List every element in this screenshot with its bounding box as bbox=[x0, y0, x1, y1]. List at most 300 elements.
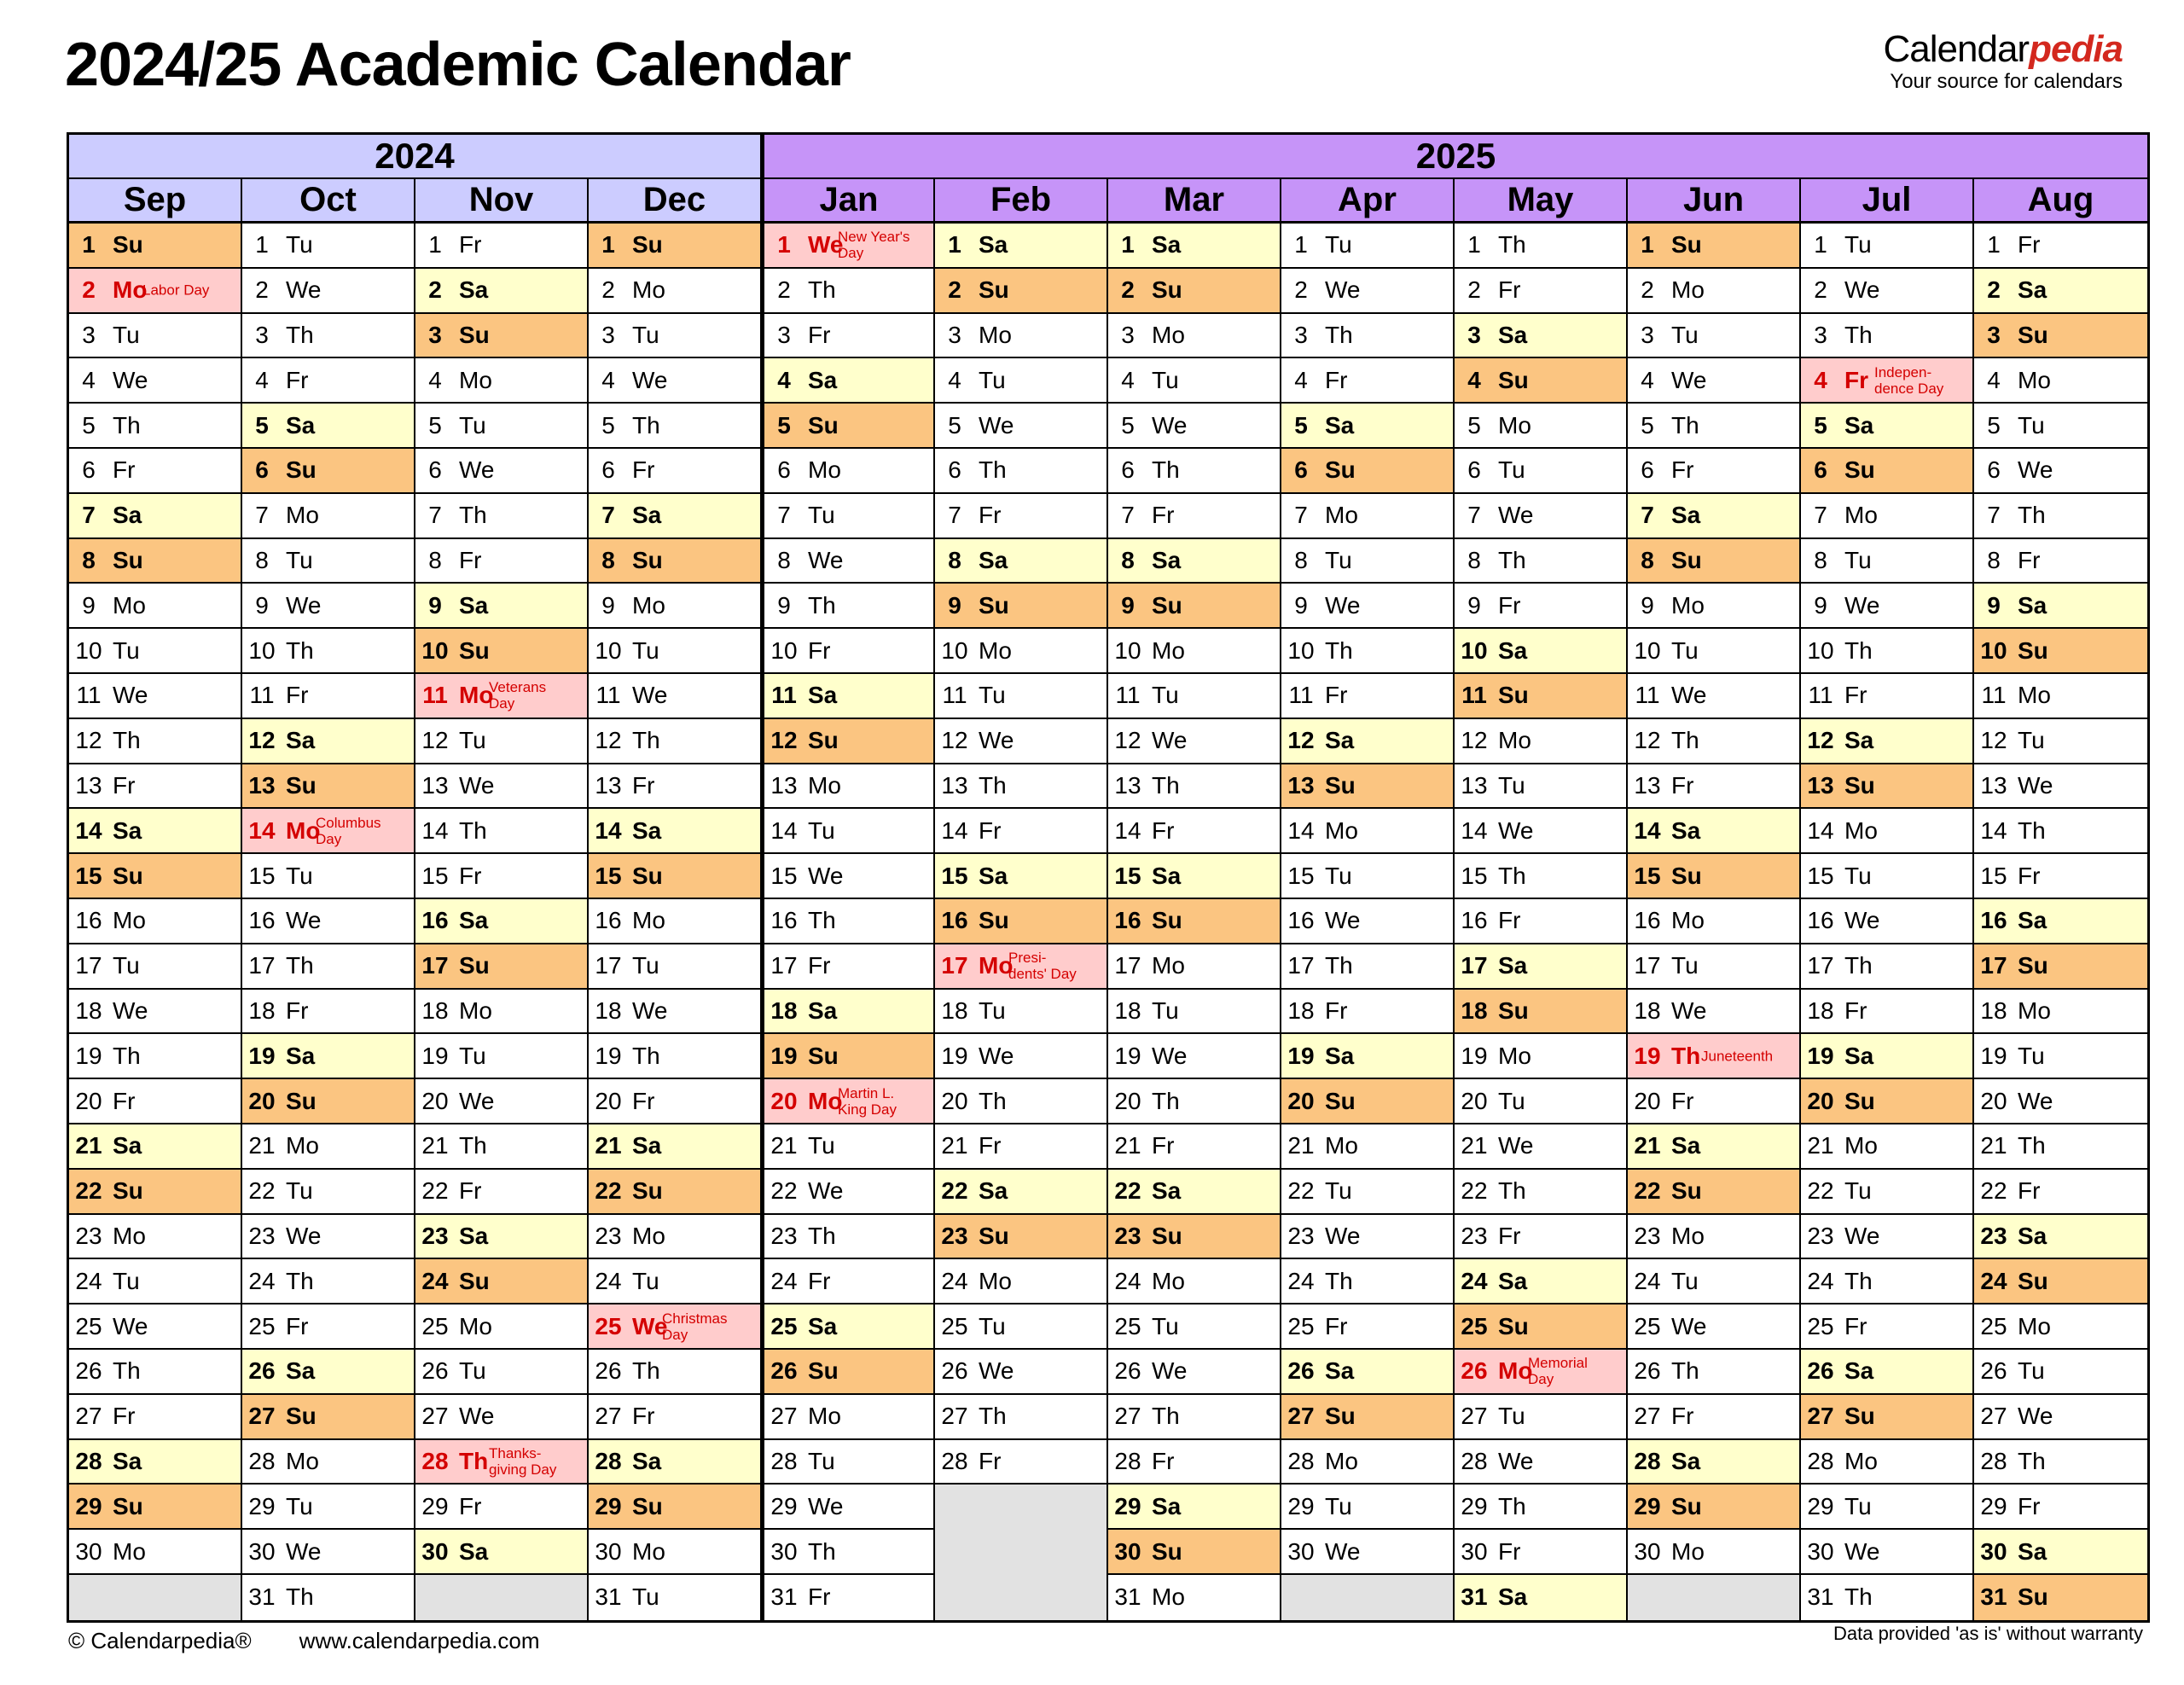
day-number: 4 bbox=[601, 366, 615, 393]
weekday-abbr: Th bbox=[1844, 636, 1873, 664]
day-number: 24 bbox=[595, 1267, 622, 1294]
holiday-label: Labor Day bbox=[142, 282, 210, 299]
day-number: 24 bbox=[75, 1267, 102, 1294]
day-number: 14 bbox=[770, 816, 798, 844]
day-number: 17 bbox=[595, 952, 622, 979]
weekday-abbr: Mo bbox=[979, 636, 1012, 664]
weekday-abbr: Th bbox=[1671, 1042, 1701, 1069]
day-cell-may-29 bbox=[1455, 1485, 1628, 1530]
weekday-abbr: We bbox=[1498, 1132, 1534, 1159]
day-cell-jul-24 bbox=[1801, 1259, 1974, 1304]
day-cell-jun-3 bbox=[1628, 314, 1801, 359]
weekday-abbr: Sa bbox=[979, 1177, 1008, 1205]
day-cell-jul-17 bbox=[1801, 944, 1974, 990]
day-cell-jun-15 bbox=[1628, 854, 1801, 899]
day-number: 14 bbox=[595, 816, 622, 844]
day-cell-aug-20 bbox=[1974, 1079, 2147, 1124]
weekday-abbr: Mo bbox=[808, 1403, 841, 1430]
day-cell-jun-21 bbox=[1628, 1124, 1801, 1170]
weekday-abbr: We bbox=[1498, 816, 1534, 844]
weekday-abbr: Fr bbox=[113, 1087, 136, 1114]
weekday-abbr: Fr bbox=[1498, 1537, 1521, 1565]
weekday-abbr: Sa bbox=[1152, 231, 1182, 259]
weekday-abbr: Sa bbox=[459, 1537, 489, 1565]
day-number: 28 bbox=[75, 1447, 102, 1474]
day-number: 13 bbox=[1980, 771, 2007, 799]
weekday-abbr: Fr bbox=[459, 1177, 482, 1205]
day-number: 25 bbox=[1807, 1312, 1834, 1339]
day-cell-nov-21 bbox=[415, 1124, 589, 1170]
day-cell-nov-4 bbox=[415, 358, 589, 404]
holiday-label: Christmas Day bbox=[662, 1310, 728, 1343]
day-number: 29 bbox=[1634, 1492, 1661, 1519]
day-number: 24 bbox=[941, 1267, 968, 1294]
day-number: 12 bbox=[421, 727, 449, 754]
weekday-abbr: Tu bbox=[808, 1447, 835, 1474]
day-cell-aug-3 bbox=[1974, 314, 2147, 359]
day-cell-jan-31 bbox=[762, 1575, 935, 1620]
day-cell-feb-15 bbox=[935, 854, 1108, 899]
weekday-abbr: Th bbox=[1844, 1267, 1873, 1294]
day-number: 31 bbox=[1114, 1583, 1141, 1611]
day-cell-aug-27 bbox=[1974, 1395, 2147, 1440]
weekday-abbr: Fr bbox=[459, 862, 482, 889]
weekday-abbr: Su bbox=[1671, 1492, 1702, 1519]
day-number: 22 bbox=[421, 1177, 449, 1205]
day-number: 20 bbox=[248, 1087, 276, 1114]
weekday-abbr: Fr bbox=[1671, 1087, 1694, 1114]
weekday-abbr: Fr bbox=[1152, 816, 1175, 844]
day-cell-jan-22 bbox=[762, 1170, 935, 1215]
day-number: 6 bbox=[1641, 456, 1654, 484]
weekday-abbr: Mo bbox=[1671, 591, 1705, 619]
day-number: 14 bbox=[1980, 816, 2007, 844]
day-number: 12 bbox=[770, 727, 798, 754]
empty-cell-apr-31 bbox=[1281, 1575, 1455, 1620]
day-cell-mar-2 bbox=[1108, 269, 1281, 314]
day-cell-sep-10 bbox=[69, 629, 242, 674]
day-number: 8 bbox=[948, 546, 961, 573]
weekday-abbr: We bbox=[1152, 1357, 1188, 1385]
day-cell-oct-8 bbox=[242, 539, 415, 584]
day-cell-apr-5 bbox=[1281, 404, 1455, 449]
day-number: 4 bbox=[1987, 366, 2001, 393]
weekday-abbr: Tu bbox=[113, 321, 140, 348]
calendar-grid bbox=[67, 132, 2150, 1623]
day-number: 24 bbox=[1807, 1267, 1834, 1294]
day-number: 22 bbox=[1461, 1177, 1488, 1205]
day-cell-sep-21 bbox=[69, 1124, 242, 1170]
weekday-abbr: Fr bbox=[1152, 1447, 1175, 1474]
weekday-abbr: We bbox=[808, 546, 844, 573]
day-cell-jul-26 bbox=[1801, 1350, 1974, 1395]
day-cell-dec-27 bbox=[589, 1395, 762, 1440]
day-cell-sep-11 bbox=[69, 674, 242, 719]
holiday-label: Martin L. King Day bbox=[838, 1084, 897, 1118]
day-cell-sep-6 bbox=[69, 449, 242, 494]
day-cell-may-13 bbox=[1455, 764, 1628, 810]
day-cell-mar-6 bbox=[1108, 449, 1281, 494]
day-cell-jan-12 bbox=[762, 719, 935, 764]
day-number: 12 bbox=[75, 727, 102, 754]
weekday-abbr: We bbox=[1844, 907, 1880, 934]
weekday-abbr: Th bbox=[632, 727, 660, 754]
day-cell-jan-3 bbox=[762, 314, 935, 359]
weekday-abbr: Th bbox=[1498, 231, 1526, 259]
weekday-abbr: Fr bbox=[808, 1583, 831, 1611]
day-number: 26 bbox=[1114, 1357, 1141, 1385]
day-cell-jun-20 bbox=[1628, 1079, 1801, 1124]
weekday-abbr: Th bbox=[1844, 952, 1873, 979]
weekday-abbr: Th bbox=[1152, 1403, 1180, 1430]
weekday-abbr: Mo bbox=[808, 1087, 843, 1114]
day-cell-jan-7 bbox=[762, 494, 935, 539]
weekday-abbr: Fr bbox=[1498, 907, 1521, 934]
weekday-abbr: Fr bbox=[2018, 1492, 2041, 1519]
month-header-apr: Apr bbox=[1281, 179, 1455, 224]
day-number: 19 bbox=[75, 1042, 102, 1069]
day-cell-feb-20 bbox=[935, 1079, 1108, 1124]
day-number: 27 bbox=[1114, 1403, 1141, 1430]
day-number: 1 bbox=[428, 231, 442, 259]
day-number: 20 bbox=[941, 1087, 968, 1114]
weekday-abbr: Th bbox=[286, 1267, 314, 1294]
weekday-abbr: Mo bbox=[1152, 321, 1185, 348]
footer-url[interactable]: www.calendarpedia.com bbox=[299, 1628, 540, 1653]
day-number: 28 bbox=[1461, 1447, 1488, 1474]
page-title: 2024/25 Academic Calendar bbox=[65, 31, 851, 99]
weekday-abbr: Mo bbox=[286, 1132, 319, 1159]
weekday-abbr: Fr bbox=[808, 1267, 831, 1294]
day-number: 29 bbox=[248, 1492, 276, 1519]
day-number: 14 bbox=[1114, 816, 1141, 844]
weekday-abbr: Mo bbox=[286, 502, 319, 529]
day-cell-apr-10 bbox=[1281, 629, 1455, 674]
day-number: 22 bbox=[1634, 1177, 1661, 1205]
day-number: 18 bbox=[75, 996, 102, 1024]
weekday-abbr: We bbox=[1152, 411, 1188, 439]
weekday-abbr: Sa bbox=[632, 816, 662, 844]
day-cell-jun-8 bbox=[1628, 539, 1801, 584]
day-cell-jan-8 bbox=[762, 539, 935, 584]
weekday-abbr: Su bbox=[808, 411, 839, 439]
weekday-abbr: We bbox=[632, 366, 668, 393]
day-number: 22 bbox=[1114, 1177, 1141, 1205]
weekday-abbr: Th bbox=[808, 1222, 836, 1249]
weekday-abbr: We bbox=[459, 1087, 495, 1114]
weekday-abbr: Tu bbox=[632, 321, 659, 348]
weekday-abbr: Sa bbox=[1152, 1492, 1182, 1519]
day-number: 16 bbox=[75, 907, 102, 934]
day-number: 4 bbox=[777, 366, 791, 393]
day-cell-nov-18 bbox=[415, 990, 589, 1035]
day-number: 25 bbox=[941, 1312, 968, 1339]
weekday-abbr: Su bbox=[459, 1267, 490, 1294]
day-cell-oct-9 bbox=[242, 584, 415, 629]
day-number: 2 bbox=[1467, 276, 1481, 304]
day-cell-jul-22 bbox=[1801, 1170, 1974, 1215]
day-number: 2 bbox=[777, 276, 791, 304]
month-header-sep: Sep bbox=[69, 179, 242, 224]
weekday-abbr: We bbox=[632, 1312, 668, 1339]
day-cell-jul-29 bbox=[1801, 1485, 1974, 1530]
weekday-abbr: We bbox=[1152, 727, 1188, 754]
day-cell-may-25 bbox=[1455, 1304, 1628, 1350]
weekday-abbr: Sa bbox=[1325, 1042, 1355, 1069]
weekday-abbr: We bbox=[459, 456, 495, 484]
day-number: 19 bbox=[1287, 1042, 1315, 1069]
weekday-abbr: Th bbox=[1325, 1267, 1353, 1294]
weekday-abbr: We bbox=[2018, 771, 2053, 799]
day-cell-aug-26 bbox=[1974, 1350, 2147, 1395]
day-cell-jan-19 bbox=[762, 1034, 935, 1079]
day-cell-oct-19 bbox=[242, 1034, 415, 1079]
day-number: 15 bbox=[1287, 862, 1315, 889]
day-number: 7 bbox=[1467, 502, 1481, 529]
day-number: 26 bbox=[1634, 1357, 1661, 1385]
day-number: 6 bbox=[948, 456, 961, 484]
weekday-abbr: Mo bbox=[1671, 276, 1705, 304]
day-cell-apr-2 bbox=[1281, 269, 1455, 314]
day-number: 12 bbox=[248, 727, 276, 754]
weekday-abbr: Su bbox=[113, 231, 143, 259]
day-number: 3 bbox=[1814, 321, 1827, 348]
day-number: 6 bbox=[1987, 456, 2001, 484]
day-cell-apr-20 bbox=[1281, 1079, 1455, 1124]
weekday-abbr: Mo bbox=[808, 771, 841, 799]
day-cell-may-18 bbox=[1455, 990, 1628, 1035]
weekday-abbr: Tu bbox=[1498, 1403, 1525, 1430]
month-header-nov: Nov bbox=[415, 179, 589, 224]
day-number: 28 bbox=[248, 1447, 276, 1474]
weekday-abbr: Tu bbox=[1844, 231, 1872, 259]
day-number: 13 bbox=[1807, 771, 1834, 799]
day-number: 23 bbox=[1807, 1222, 1834, 1249]
empty-cell-jun-31 bbox=[1628, 1575, 1801, 1620]
weekday-abbr: Th bbox=[459, 502, 487, 529]
day-cell-dec-13 bbox=[589, 764, 762, 810]
day-cell-sep-22 bbox=[69, 1170, 242, 1215]
day-cell-jul-31 bbox=[1801, 1575, 1974, 1620]
day-number: 16 bbox=[1114, 907, 1141, 934]
day-number: 22 bbox=[1807, 1177, 1834, 1205]
day-cell-sep-14 bbox=[69, 809, 242, 854]
day-cell-apr-6 bbox=[1281, 449, 1455, 494]
weekday-abbr: Mo bbox=[113, 591, 146, 619]
weekday-abbr: Sa bbox=[286, 727, 316, 754]
month-header-dec: Dec bbox=[589, 179, 762, 224]
day-number: 10 bbox=[595, 636, 622, 664]
weekday-abbr: Mo bbox=[1671, 1537, 1705, 1565]
day-cell-mar-30 bbox=[1108, 1530, 1281, 1575]
day-cell-jan-25 bbox=[762, 1304, 935, 1350]
weekday-abbr: Th bbox=[286, 952, 314, 979]
day-cell-may-17 bbox=[1455, 944, 1628, 990]
day-cell-jul-21 bbox=[1801, 1124, 1974, 1170]
weekday-abbr: We bbox=[979, 411, 1014, 439]
day-cell-aug-9 bbox=[1974, 584, 2147, 629]
weekday-abbr: We bbox=[979, 1357, 1014, 1385]
day-number: 3 bbox=[777, 321, 791, 348]
day-number: 15 bbox=[1461, 862, 1488, 889]
day-number: 29 bbox=[421, 1492, 449, 1519]
weekday-abbr: Tu bbox=[286, 231, 313, 259]
day-cell-mar-1 bbox=[1108, 224, 1281, 269]
weekday-abbr: We bbox=[1325, 276, 1361, 304]
day-cell-mar-18 bbox=[1108, 990, 1281, 1035]
day-cell-oct-25 bbox=[242, 1304, 415, 1350]
day-number: 21 bbox=[1287, 1132, 1315, 1159]
weekday-abbr: Su bbox=[808, 727, 839, 754]
weekday-abbr: Tu bbox=[1844, 546, 1872, 573]
day-cell-nov-19 bbox=[415, 1034, 589, 1079]
weekday-abbr: Sa bbox=[2018, 1222, 2048, 1249]
day-number: 6 bbox=[1294, 456, 1308, 484]
day-number: 7 bbox=[82, 502, 96, 529]
day-cell-apr-7 bbox=[1281, 494, 1455, 539]
day-number: 6 bbox=[1814, 456, 1827, 484]
day-number: 19 bbox=[941, 1042, 968, 1069]
day-number: 1 bbox=[1121, 231, 1135, 259]
day-cell-aug-30 bbox=[1974, 1530, 2147, 1575]
day-cell-feb-14 bbox=[935, 809, 1108, 854]
day-number: 17 bbox=[1287, 952, 1315, 979]
weekday-abbr: Mo bbox=[1152, 952, 1185, 979]
day-number: 26 bbox=[1807, 1357, 1834, 1385]
empty-cell-feb-31 bbox=[935, 1575, 1108, 1620]
holiday-label: Presi- dents' Day bbox=[1008, 950, 1077, 983]
weekday-abbr: Th bbox=[459, 1447, 489, 1474]
day-cell-mar-25 bbox=[1108, 1304, 1281, 1350]
day-number: 13 bbox=[941, 771, 968, 799]
day-number: 25 bbox=[1114, 1312, 1141, 1339]
empty-cell-feb-30 bbox=[935, 1530, 1108, 1575]
day-number: 2 bbox=[1294, 276, 1308, 304]
weekday-abbr: Tu bbox=[1152, 996, 1179, 1024]
day-number: 24 bbox=[1980, 1267, 2007, 1294]
day-number: 29 bbox=[770, 1492, 798, 1519]
weekday-abbr: Tu bbox=[113, 1267, 140, 1294]
month-header-feb: Feb bbox=[935, 179, 1108, 224]
day-number: 27 bbox=[1634, 1403, 1661, 1430]
day-number: 7 bbox=[255, 502, 269, 529]
day-cell-may-27 bbox=[1455, 1395, 1628, 1440]
day-number: 11 bbox=[1981, 682, 2007, 709]
day-cell-jul-11 bbox=[1801, 674, 1974, 719]
day-number: 1 bbox=[948, 231, 961, 259]
weekday-abbr: Fr bbox=[113, 1403, 136, 1430]
day-cell-jul-19 bbox=[1801, 1034, 1974, 1079]
weekday-abbr: Su bbox=[632, 231, 663, 259]
logo-red-text: pedia bbox=[2029, 28, 2123, 70]
day-cell-feb-11 bbox=[935, 674, 1108, 719]
weekday-abbr: Fr bbox=[459, 231, 482, 259]
day-number: 30 bbox=[770, 1537, 798, 1565]
day-cell-feb-21 bbox=[935, 1124, 1108, 1170]
day-cell-may-14 bbox=[1455, 809, 1628, 854]
day-number: 5 bbox=[1467, 411, 1481, 439]
day-number: 15 bbox=[1807, 862, 1834, 889]
day-number: 20 bbox=[1807, 1087, 1834, 1114]
logo-tagline: Your source for calendars bbox=[1890, 70, 2123, 93]
day-cell-oct-1 bbox=[242, 224, 415, 269]
day-cell-sep-16 bbox=[69, 899, 242, 944]
day-cell-apr-8 bbox=[1281, 539, 1455, 584]
day-cell-apr-4 bbox=[1281, 358, 1455, 404]
day-number: 6 bbox=[777, 456, 791, 484]
weekday-abbr: Fr bbox=[632, 771, 655, 799]
day-number: 17 bbox=[1634, 952, 1661, 979]
day-number: 19 bbox=[1461, 1042, 1488, 1069]
weekday-abbr: Mo bbox=[979, 952, 1014, 979]
day-cell-nov-8 bbox=[415, 539, 589, 584]
weekday-abbr: Fr bbox=[632, 456, 655, 484]
day-cell-feb-4 bbox=[935, 358, 1108, 404]
weekday-abbr: Mo bbox=[979, 1267, 1012, 1294]
day-number: 16 bbox=[248, 907, 276, 934]
weekday-abbr: Mo bbox=[113, 1537, 146, 1565]
day-number: 25 bbox=[1634, 1312, 1661, 1339]
weekday-abbr: Mo bbox=[632, 1222, 665, 1249]
weekday-abbr: We bbox=[113, 366, 148, 393]
weekday-abbr: Sa bbox=[1671, 1447, 1701, 1474]
weekday-abbr: We bbox=[286, 591, 322, 619]
weekday-abbr: Th bbox=[979, 1087, 1007, 1114]
day-number: 13 bbox=[1114, 771, 1141, 799]
weekday-abbr: Su bbox=[1671, 546, 1702, 573]
day-number: 24 bbox=[1634, 1267, 1661, 1294]
day-cell-oct-12 bbox=[242, 719, 415, 764]
day-number: 4 bbox=[1294, 366, 1308, 393]
day-number: 7 bbox=[1641, 502, 1654, 529]
weekday-abbr: Fr bbox=[1325, 682, 1348, 709]
day-number: 5 bbox=[428, 411, 442, 439]
weekday-abbr: We bbox=[1671, 1312, 1707, 1339]
day-cell-jul-5 bbox=[1801, 404, 1974, 449]
day-cell-may-15 bbox=[1455, 854, 1628, 899]
day-number: 13 bbox=[75, 771, 102, 799]
weekday-abbr: Th bbox=[113, 727, 141, 754]
weekday-abbr: Fr bbox=[808, 636, 831, 664]
weekday-abbr: Su bbox=[113, 546, 143, 573]
day-cell-jun-18 bbox=[1628, 990, 1801, 1035]
weekday-abbr: Sa bbox=[459, 1222, 489, 1249]
day-number: 26 bbox=[248, 1357, 276, 1385]
weekday-abbr: We bbox=[2018, 456, 2053, 484]
day-number: 17 bbox=[1114, 952, 1141, 979]
day-number: 18 bbox=[1461, 996, 1488, 1024]
day-number: 25 bbox=[421, 1312, 449, 1339]
day-number: 2 bbox=[428, 276, 442, 304]
day-number: 16 bbox=[770, 907, 798, 934]
weekday-abbr: Fr bbox=[459, 1492, 482, 1519]
weekday-abbr: Mo bbox=[808, 456, 841, 484]
holiday-label: Indepen- dence Day bbox=[1874, 363, 1944, 397]
day-number: 9 bbox=[255, 591, 269, 619]
weekday-abbr: Fr bbox=[286, 996, 309, 1024]
weekday-abbr: Su bbox=[1152, 1222, 1182, 1249]
day-cell-oct-28 bbox=[242, 1440, 415, 1485]
day-number: 16 bbox=[595, 907, 622, 934]
day-cell-sep-4 bbox=[69, 358, 242, 404]
day-number: 10 bbox=[1980, 636, 2007, 664]
day-cell-jun-6 bbox=[1628, 449, 1801, 494]
day-cell-apr-12 bbox=[1281, 719, 1455, 764]
weekday-abbr: Tu bbox=[808, 1132, 835, 1159]
day-number: 29 bbox=[1114, 1492, 1141, 1519]
weekday-abbr: Th bbox=[632, 1042, 660, 1069]
weekday-abbr: Su bbox=[1671, 862, 1702, 889]
